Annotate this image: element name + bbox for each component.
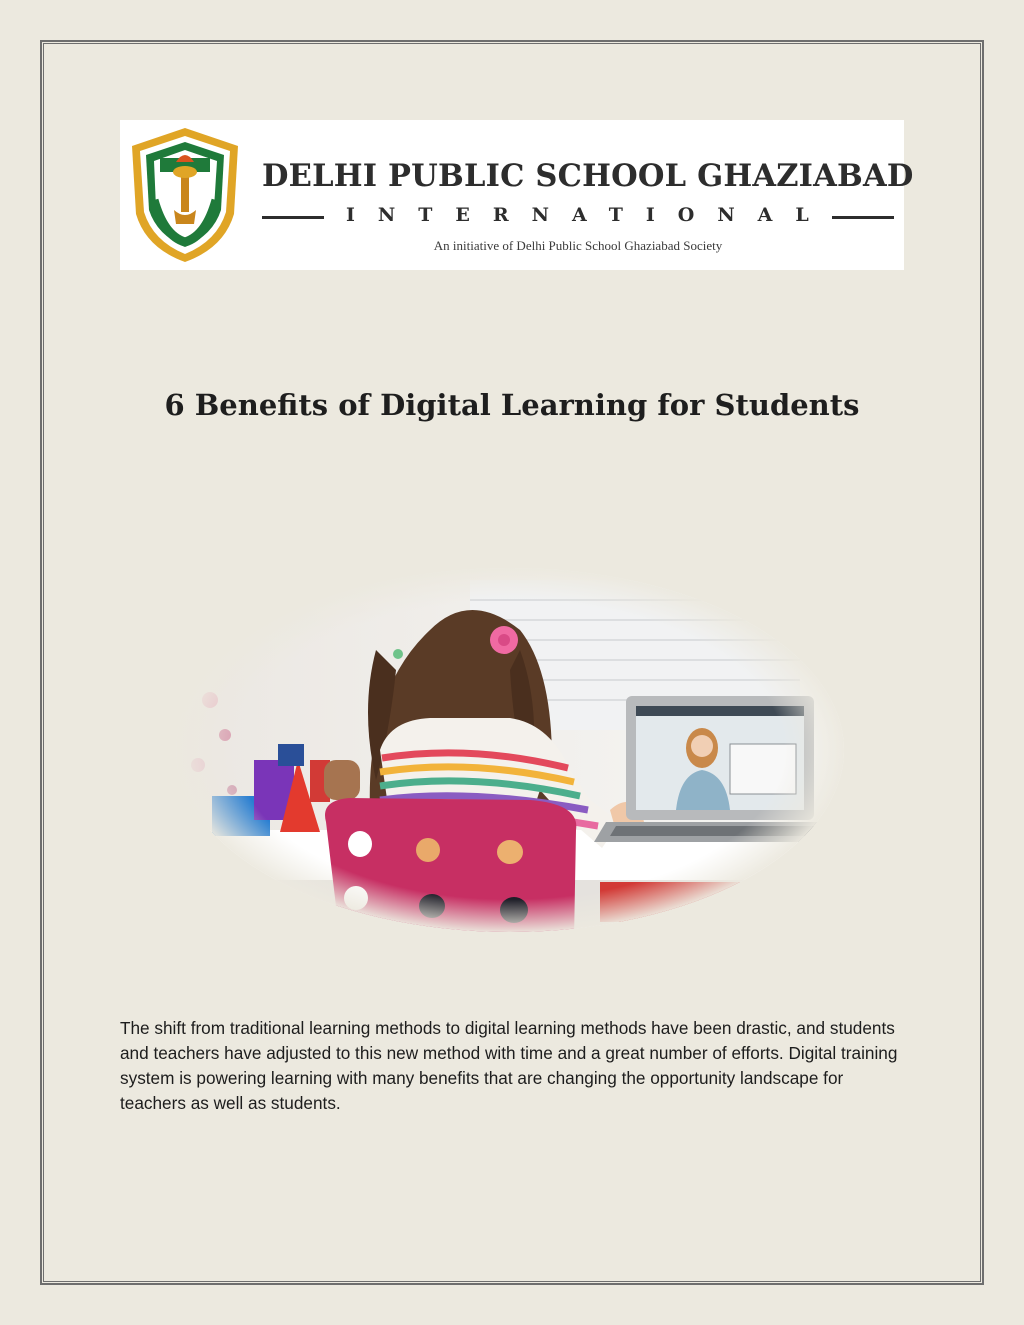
hero-photo-illustration: [170, 560, 850, 940]
subtitle-rule-right: [832, 216, 894, 219]
page-title: 6 Benefits of Digital Learning for Students: [164, 388, 860, 422]
school-name: DELHI PUBLIC SCHOOL GHAZIABAD: [262, 158, 914, 194]
subtitle-row: [262, 206, 894, 236]
hero-photo: [170, 560, 850, 940]
subtitle-rule-left: [262, 216, 324, 219]
intro-paragraph: The shift from traditional learning methods to digital learning methods have been drastic, and students and teachers have adjusted to this new method with time and a great number of efforts. Digital training system is powering learning with many benefits that are changing the opportunity landscape for teachers as well as students.: [120, 1018, 898, 1113]
school-tagline: An initiative of Delhi Public School Ghaziabad Society: [433, 238, 723, 253]
school-subtitle: INTERNATIONAL: [346, 204, 832, 226]
school-banner: [120, 120, 914, 270]
school-crest-logo: [124, 124, 246, 266]
